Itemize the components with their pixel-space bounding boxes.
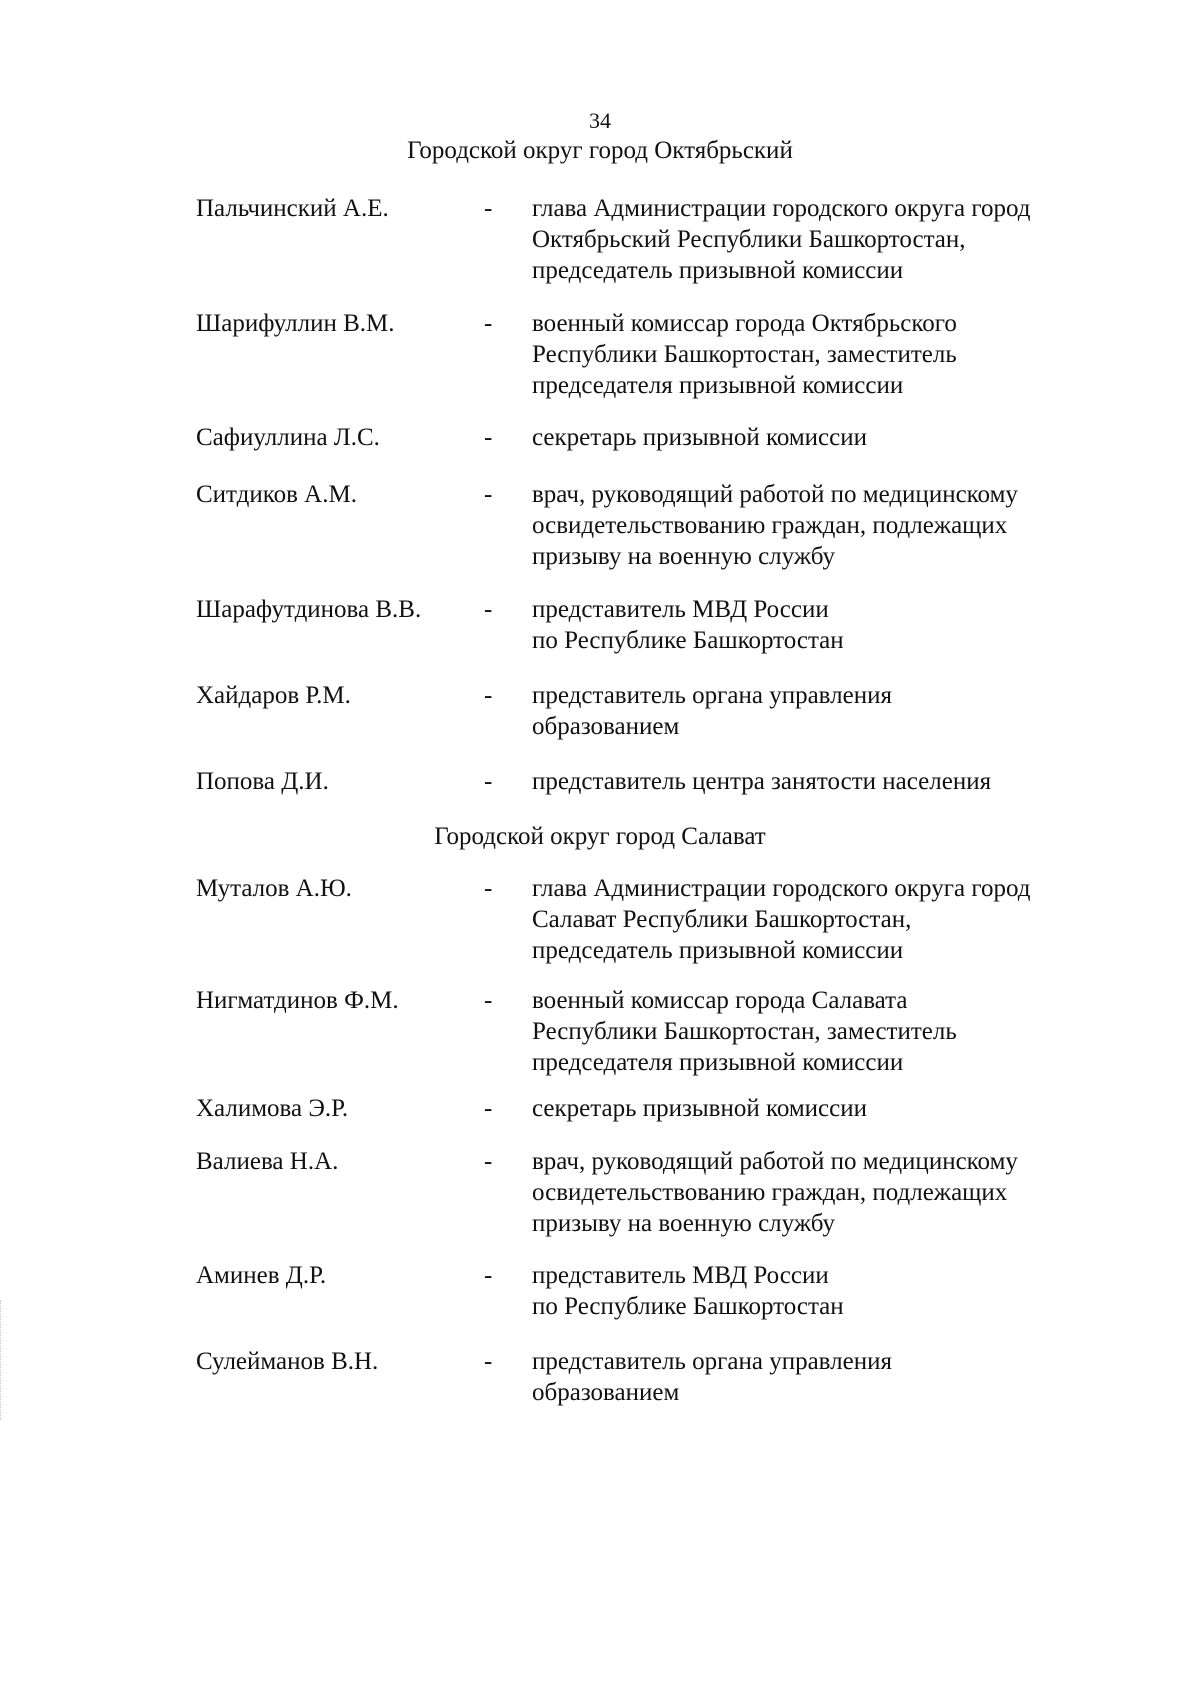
- page-number: 34: [589, 108, 611, 133]
- dash-separator: -: [484, 987, 493, 1014]
- member-name: Сулейманов В.Н.: [196, 1348, 379, 1375]
- role-line: председателя призывной комиссии: [532, 1049, 904, 1076]
- member-name: Попова Д.И.: [196, 768, 329, 795]
- dash-separator: -: [484, 195, 493, 222]
- member-role: [532, 680, 1132, 742]
- member-name: Муталов А.Ю.: [196, 875, 352, 902]
- member-role: [532, 1260, 1132, 1322]
- dash-separator: -: [484, 481, 493, 508]
- role-line: секретарь призывной комиссии: [532, 1095, 868, 1122]
- role-line: секретарь призывной комиссии: [532, 424, 868, 451]
- dash-separator: -: [484, 768, 493, 795]
- section-title: Городской округ город Октябрьский: [407, 137, 793, 164]
- member-role: [532, 766, 1132, 797]
- role-line: призыву на военную службу: [532, 1210, 836, 1237]
- member-name: Аминев Д.Р.: [196, 1262, 327, 1289]
- member-name: Сафиуллина Л.С.: [196, 424, 380, 451]
- role-line: представитель МВД России: [532, 1262, 829, 1289]
- role-line: освидетельствованию граждан, подлежащих: [532, 1179, 1008, 1206]
- role-line: врач, руководящий работой по медицинскому: [532, 1148, 1018, 1175]
- role-line: Салават Республики Башкортостан,: [532, 906, 912, 933]
- role-line: военный комиссар города Октябрьского: [532, 310, 957, 337]
- member-role: [532, 1093, 1132, 1124]
- member-role: [532, 594, 1132, 656]
- member-name: Нигматдинов Ф.М.: [196, 987, 399, 1014]
- role-line: призыву на военную службу: [532, 543, 836, 570]
- dash-separator: -: [484, 875, 493, 902]
- member-role: [532, 308, 1132, 401]
- member-name: Пальчинский А.Е.: [196, 195, 389, 222]
- role-line: по Республике Башкортостан: [532, 627, 844, 654]
- dash-separator: -: [484, 424, 493, 451]
- dash-separator: -: [484, 596, 493, 623]
- role-line: председатель призывной комиссии: [532, 937, 904, 964]
- role-line: образованием: [532, 1379, 680, 1406]
- dash-separator: -: [484, 310, 493, 337]
- role-line: представитель центра занятости населения: [532, 768, 992, 795]
- role-line: председатель призывной комиссии: [532, 257, 904, 284]
- dash-separator: -: [484, 1148, 493, 1175]
- member-name: Халимова Э.Р.: [196, 1095, 349, 1122]
- member-role: [532, 985, 1132, 1078]
- member-name: Валиева Н.А.: [196, 1148, 339, 1175]
- member-role: [532, 1146, 1132, 1239]
- role-line: Республики Башкортостан, заместитель: [532, 341, 957, 368]
- member-name: Хайдаров Р.М.: [196, 682, 351, 709]
- member-role: [532, 1346, 1132, 1408]
- dash-separator: -: [484, 1095, 493, 1122]
- member-name: Шарафутдинова В.В.: [196, 596, 422, 623]
- role-line: председателя призывной комиссии: [532, 372, 904, 399]
- role-line: представитель органа управления: [532, 682, 892, 709]
- role-line: по Республике Башкортостан: [532, 1293, 844, 1320]
- role-line: представитель органа управления: [532, 1348, 892, 1375]
- role-line: Республики Башкортостан, заместитель: [532, 1018, 957, 1045]
- role-line: глава Администрации городского округа город: [532, 195, 1031, 222]
- role-line: врач, руководящий работой по медицинскому: [532, 481, 1018, 508]
- member-role: [532, 193, 1132, 286]
- role-line: военный комиссар города Салавата: [532, 987, 908, 1014]
- dash-separator: -: [484, 1348, 493, 1375]
- section-title: Городской округ город Салават: [434, 823, 766, 850]
- dash-separator: -: [484, 1262, 493, 1289]
- member-role: [532, 422, 1132, 453]
- role-line: глава Администрации городского округа город: [532, 875, 1031, 902]
- member-role: [532, 479, 1132, 572]
- role-line: Октябрьский Республики Башкортостан,: [532, 226, 966, 253]
- role-line: образованием: [532, 713, 680, 740]
- member-role: [532, 873, 1132, 966]
- role-line: освидетельствованию граждан, подлежащих: [532, 512, 1008, 539]
- member-name: Ситдиков А.М.: [196, 481, 357, 508]
- member-name: Шарифуллин В.М.: [196, 310, 395, 337]
- dash-separator: -: [484, 682, 493, 709]
- role-line: представитель МВД России: [532, 596, 829, 623]
- scan-margin-artifact: [0, 1300, 5, 1420]
